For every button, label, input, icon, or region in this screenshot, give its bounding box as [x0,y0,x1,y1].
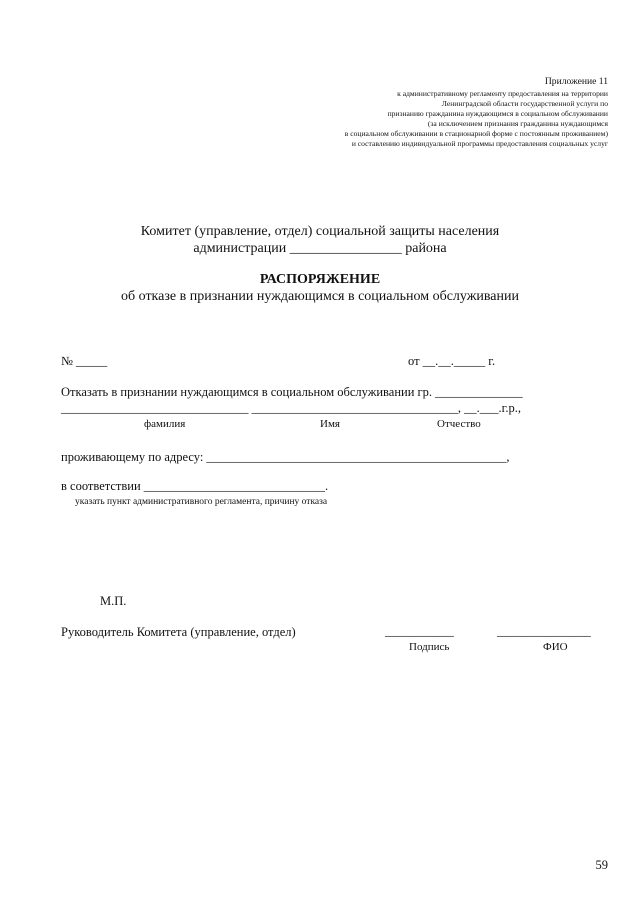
order-date: от __.__._____ г. [408,354,496,368]
org-district: администрации ________________ района [193,241,447,256]
label-signature: Подпись [409,641,450,653]
signatory-role: Руководитель Комитета (управление, отдел) [61,625,296,639]
label-name: Имя [320,418,340,430]
basis-line: в соответствии _____________________________. [61,479,329,493]
fio-blank: _______________ [497,624,591,638]
page-number: 59 [595,858,608,872]
appendix-line: в социальном обслуживании в стационарной форме с постоянным проживанием) [344,129,608,138]
appendix-line: к административному регламенту предоставления на территории [397,89,608,98]
refusal-text: Отказать в признании нуждающимся в социальном обслуживании гр. ______________ [61,385,523,399]
address-line: проживающему по адресу: ________________________________________________, [61,450,510,464]
label-patronymic: Отчество [437,418,481,430]
document-title: РАСПОРЯЖЕНИЕ [259,272,381,287]
appendix-line: и составлению индивидуальной программы предоставления социальных услуг [351,139,608,148]
label-surname: фамилия [144,418,186,430]
appendix-line: признанию гражданина нуждающимся в социальном обслуживании [387,109,608,118]
basis-note: указать пункт административного регламента, причину отказа [75,497,328,507]
org-name: Комитет (управление, отдел) социальной защиты населения [140,224,500,239]
document-subtitle: об отказе в признании нуждающимся в социальном обслуживании [121,289,519,304]
appendix-line: Ленинградской области государственной услуги по [441,99,608,108]
stamp-placeholder: М.П. [100,594,127,608]
order-number: № _____ [61,354,108,368]
signature-blank: ___________ [385,624,454,638]
appendix-title: Приложение 11 [544,76,608,87]
appendix-line: (за исключением признания гражданина нуждающимся [427,119,608,128]
label-fio: ФИО [543,641,568,653]
citizen-name-line: ______________________________ _________________________________, __.___.г.р., [61,401,521,415]
